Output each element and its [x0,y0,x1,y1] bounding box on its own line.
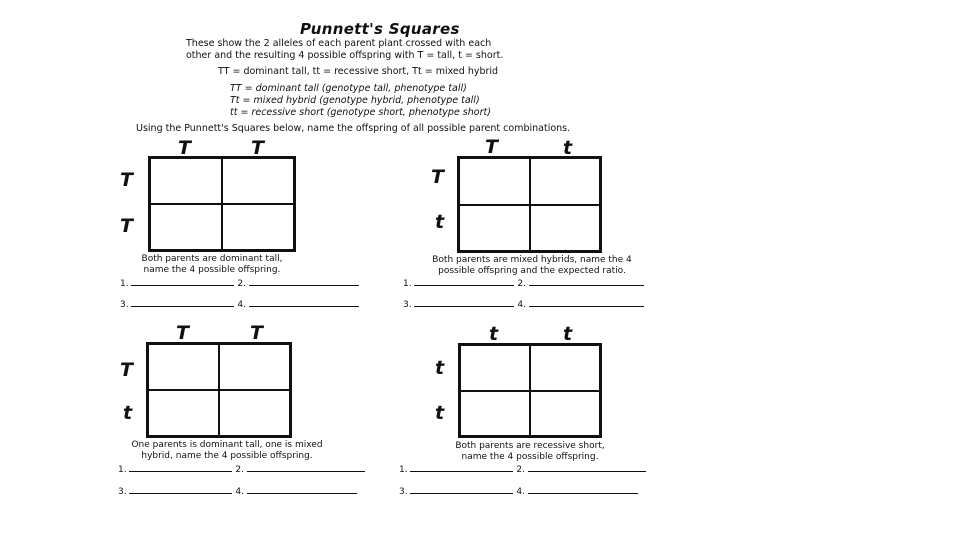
intro-line: other and the resulting 4 possible offspring with T = tall, t = short. [186,50,504,61]
grid-cell[interactable] [222,204,294,250]
blank-number: 2. [235,465,244,475]
answer-row [120,277,359,289]
blank-number: 1. [403,279,412,289]
grid-cell[interactable] [530,345,600,391]
top-allele: T [251,137,264,159]
blank-number: 3. [118,487,127,497]
blank-number: 4. [517,300,526,310]
blank-number: 3. [403,300,412,310]
answer-row [120,298,359,310]
answer-blank[interactable] [247,485,357,494]
answer-blank[interactable] [131,298,234,307]
caption-line: Both parents are recessive short, [455,441,605,451]
square-caption [420,441,640,463]
answer-blank[interactable] [414,298,514,307]
side-allele: T [120,215,133,237]
top-allele: T [250,322,263,344]
answer-blank[interactable] [410,485,513,494]
answer-blank[interactable] [528,463,646,472]
caption-line: Both parents are mixed hybrids, name the 4 [432,255,632,265]
square-caption [112,440,342,462]
side-allele: t [123,402,133,424]
blank-number: 4. [516,487,525,497]
answer-row [399,463,646,475]
grid-cell[interactable] [150,204,222,250]
legend-line: Tt = mixed hybrid (genotype hybrid, phenotype tall) [230,95,480,106]
side-allele: t [435,211,445,233]
caption-line: Both parents are dominant tall, [141,254,283,264]
punnett-grid [458,343,602,438]
side-allele: T [120,359,133,381]
answer-blank[interactable] [129,463,232,472]
answer-blank[interactable] [249,298,359,307]
grid-cell[interactable] [148,344,219,390]
legend-line: TT = dominant tall (genotype tall, phenotype tall) [230,83,467,94]
blank-number: 4. [235,487,244,497]
side-allele: T [120,169,133,191]
answer-blank[interactable] [410,463,513,472]
answer-row [403,298,644,310]
answer-blank[interactable] [528,485,638,494]
side-allele: T [431,166,444,188]
top-allele: T [176,322,189,344]
answer-row [399,485,638,497]
top-allele: t [563,323,573,345]
top-allele: T [178,137,191,159]
answer-row [118,485,357,497]
blank-number: 3. [120,300,129,310]
answer-row [118,463,365,475]
caption-line: One parents is dominant tall, one is mixed [131,440,323,450]
grid-cell[interactable] [148,390,219,436]
blank-number: 2. [517,279,526,289]
blank-number: 4. [237,300,246,310]
grid-cell[interactable] [530,205,601,252]
side-allele: t [435,357,445,379]
intro-line: These show the 2 alleles of each parent plant crossed with each [186,38,492,49]
caption-line: possible offspring and the expected ratio. [438,266,626,276]
grid-cell[interactable] [460,345,530,391]
answer-blank[interactable] [129,485,232,494]
caption-line: hybrid, name the 4 possible offspring. [141,451,313,461]
grid-cell[interactable] [150,158,222,204]
side-allele: t [435,402,445,424]
blank-number: 1. [120,279,129,289]
punnett-grid [457,156,602,253]
answer-blank[interactable] [529,277,644,286]
caption-line: name the 4 possible offspring. [461,452,599,462]
answer-blank[interactable] [247,463,365,472]
answer-blank[interactable] [131,277,234,286]
grid-cell[interactable] [459,205,530,252]
intro-text [186,38,586,62]
answer-blank[interactable] [414,277,514,286]
punnett-grid [148,156,296,252]
square-caption [402,255,662,277]
answer-row [403,277,644,289]
square-caption [112,254,312,276]
grid-cell[interactable] [459,158,530,205]
blank-number: 1. [399,465,408,475]
grid-cell[interactable] [460,391,530,437]
top-allele: t [563,137,573,159]
answer-blank[interactable] [529,298,644,307]
blank-number: 1. [118,465,127,475]
page-title: Punnett's Squares [300,20,460,38]
blank-number: 2. [237,279,246,289]
punnett-grid [146,342,292,438]
blank-number: 2. [516,465,525,475]
allele-key: TT = dominant tall, tt = recessive short, Tt = mixed hybrid [218,66,499,77]
top-allele: t [489,323,499,345]
grid-cell[interactable] [530,391,600,437]
legend-line: tt = recessive short (genotype short, phenotype short) [230,107,491,118]
grid-cell[interactable] [219,344,290,390]
instruction-text: Using the Punnett's Squares below, name the offspring of all possible parent combinations. [136,123,571,134]
answer-blank[interactable] [249,277,359,286]
top-allele: T [485,136,498,158]
blank-number: 3. [399,487,408,497]
grid-cell[interactable] [219,390,290,436]
genotype-legend [230,83,491,119]
grid-cell[interactable] [530,158,601,205]
caption-line: name the 4 possible offspring. [143,265,281,275]
grid-cell[interactable] [222,158,294,204]
